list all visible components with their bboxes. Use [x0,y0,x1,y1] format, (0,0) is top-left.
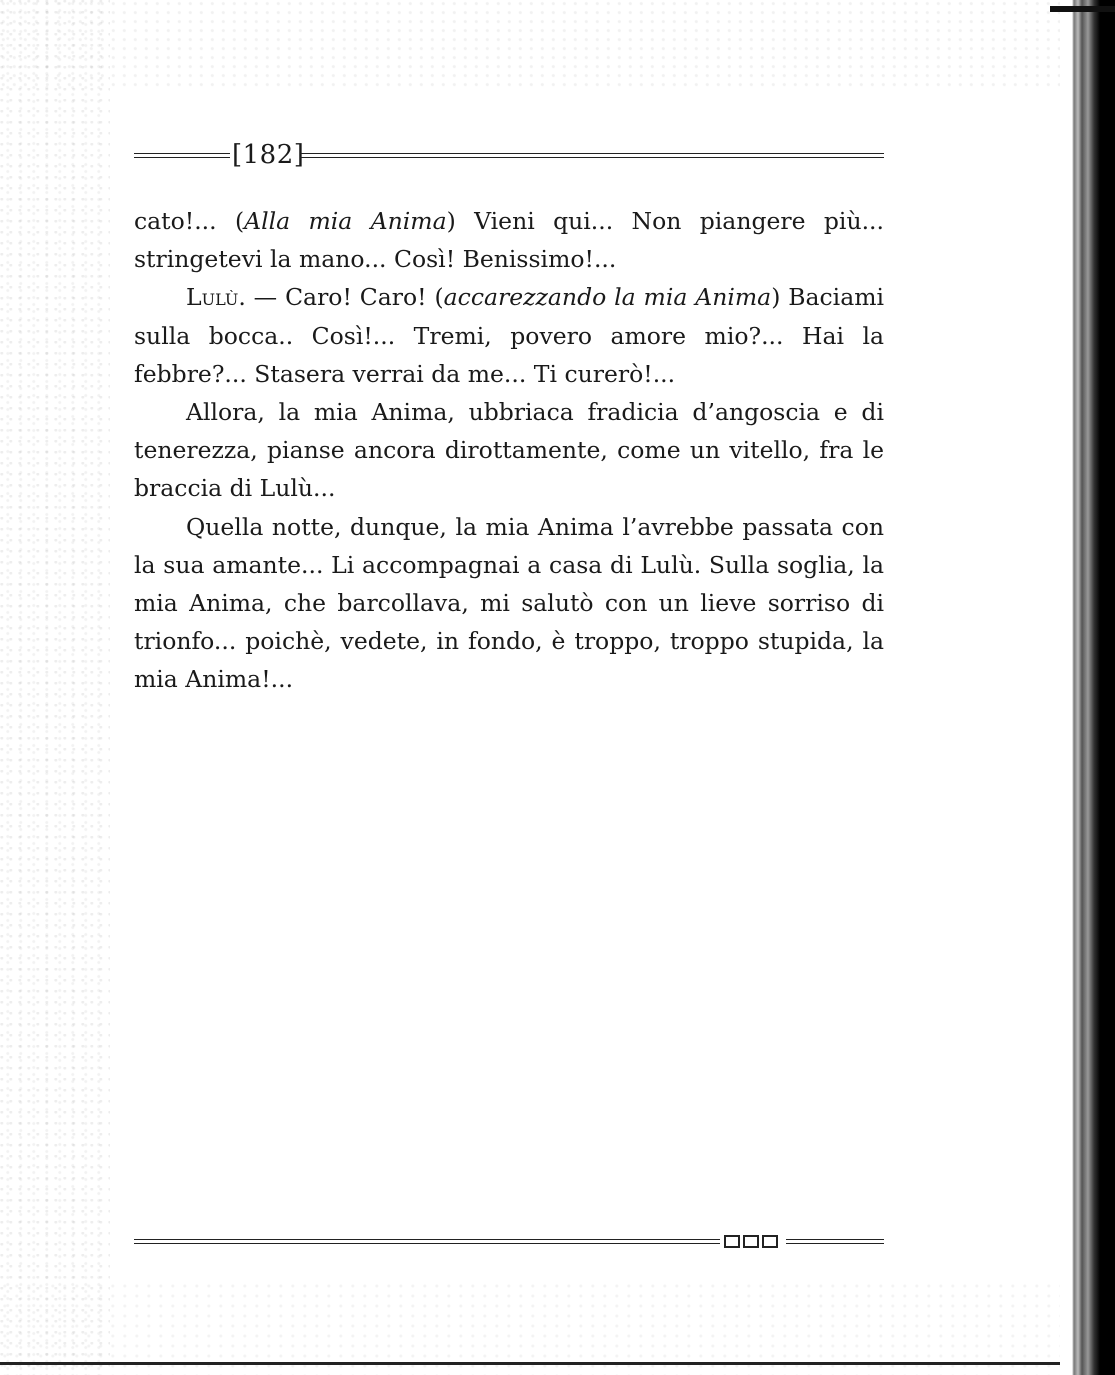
scan-bottom-margin-noise [0,1280,1060,1375]
footer-rule-right [786,1239,884,1244]
text-run: ) Baciami sulla bocca.. Così!... Tremi, povero amore mio?... Hai la febbre?... Stasera verrai da me... Ti curerò!... [134,283,885,388]
header-rule-left [134,153,230,158]
body-text [134,202,884,699]
stage-direction: accarezzando la mia Anima [443,283,772,312]
text-run: cato!... ( [134,207,245,235]
scan-binding-top [1050,6,1115,12]
scan-binding-edge [1068,0,1115,1375]
scan-bottom-edge [0,1362,1060,1365]
scan-top-margin-noise [0,0,1060,90]
page-footer-ornament [134,1233,884,1253]
speaker-name: Lulù. [186,283,246,312]
text-run: — Caro! Caro! ( [245,283,444,312]
paragraph-3: Allora, la mia Anima, ubbriaca fradicia d’angoscia e di tenerezza, pianse ancora dirottamente, come un vitello, fra le braccia di Lulù... [134,398,884,503]
ornament-box-icon [743,1235,759,1248]
text-run: ) Vieni qui... Non piangere più... stringetevi la mano... Così! Benissimo!... [134,207,884,274]
stage-direction: Alla mia Anima [244,207,447,235]
ornament-box-icon [724,1235,740,1248]
paragraph-1 [134,202,884,278]
page-header [134,140,884,170]
footer-box-ornament [724,1235,778,1248]
page-number: [182] [232,140,305,170]
header-rule-right [300,153,884,158]
ornament-box-icon [762,1235,778,1248]
paragraph-2 [134,278,884,393]
footer-rule-left [134,1239,720,1244]
paragraph-4: Quella notte, dunque, la mia Anima l’avrebbe passata con la sua amante... Li accompagnai a casa di Lulù. Sulla soglia, la mia Anima, che barcollava, mi salutò con un lieve sorriso di trionfo... poichè, vedete, in fondo, è troppo, troppo stupida, la mia Anima!... [134,512,884,694]
scan-left-margin-noise [0,0,110,1375]
